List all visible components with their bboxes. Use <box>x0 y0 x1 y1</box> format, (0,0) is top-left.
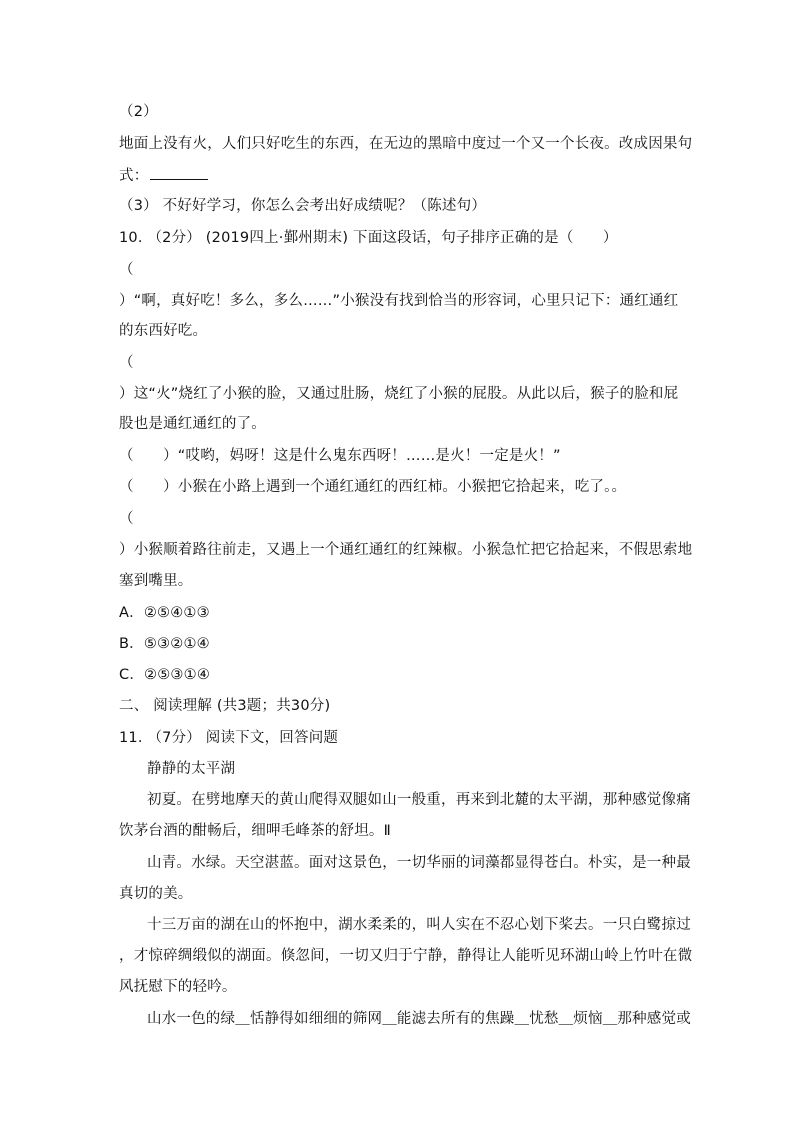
q9-sub2-sentence: 地面上没有火，人们只好吃生的东西，在无边的黑暗中度过一个又一个长夜。改成因果句 <box>119 136 693 152</box>
q10-option-c[interactable]: C．②⑤③①④ <box>119 667 211 683</box>
q10-bracket-open: （ <box>119 355 134 371</box>
q10-item-text: ）小猴顺着路往前走，又遇上一个通红通红的红辣椒。小猴急忙把它拾起来，不假思索地 <box>119 542 693 558</box>
q10-option-b[interactable]: B．⑤③②①④ <box>119 636 210 652</box>
passage-line: 十三万亩的湖在山的怀抱中，湖水柔柔的，叫人实在不忍心划下桨去。一只白鹭掠过 <box>147 917 691 933</box>
q10-option-a[interactable]: A．②⑤④①③ <box>119 605 210 621</box>
q10-heading: 10. （2分） (2019四上·鄞州期末) 下面这段话，句子排序正确的是（ ） <box>119 230 618 246</box>
answer-prompt: 式： <box>119 168 149 184</box>
section-heading: 二、 阅读理解 (共3题；共30分) <box>119 698 331 714</box>
q9-sub3: （3） 不好好学习，你怎么会考出好成绩呢？（陈述句） <box>119 198 487 214</box>
q9-sub2-label: （2） <box>119 104 158 120</box>
passage-line: 风抚慰下的轻吟。 <box>119 979 237 995</box>
q9-sub2-answer-line <box>119 165 679 186</box>
q11-heading: 11. （7分） 阅读下文，回答问题 <box>119 730 339 746</box>
q10-item-text: ）“啊，真好吃！多么，多么……”小猴没有找到恰当的形容词，心里只记下：通红通红 <box>119 293 679 309</box>
passage-line: 山青。水绿。天空湛蓝。面对这景色，一切华丽的词藻都显得苍白。朴实，是一种最 <box>147 855 691 871</box>
q10-item-text: 的东西好吃。 <box>119 323 208 339</box>
q10-item-text: （ ）“哎哟，妈呀！这是什么鬼东西呀！……是火！一定是火！” <box>119 448 561 464</box>
q10-bracket-open: （ <box>119 511 134 527</box>
passage-line: 山水一色的绿＿恬静得如细细的筛网＿能滤去所有的焦躁＿忧愁＿烦恼＿那种感觉或 <box>147 1011 691 1027</box>
q10-item-text: 股也是通红通红的了。 <box>119 416 266 432</box>
answer-blank[interactable] <box>150 165 208 180</box>
passage-title: 静静的太平湖 <box>147 761 236 777</box>
q10-item-text: 塞到嘴里。 <box>119 573 193 589</box>
passage-line: 初夏。在劈地摩天的黄山爬得双腿如山一般重，再来到北麓的太平湖，那种感觉像痛 <box>147 792 691 808</box>
passage-line: 真切的美。 <box>119 886 193 902</box>
q10-item-text: ）这“火”烧红了小猴的脸，又通过肚肠，烧红了小猴的屁股。从此以后，猴子的脸和屁 <box>119 386 679 402</box>
passage-line: ，才惊碎绸缎似的湖面。倏忽间，一切又归于宁静，静得让人能听见环湖山岭上竹叶在微 <box>119 948 693 964</box>
q10-bracket-open: （ <box>119 262 134 278</box>
q10-item-text: （ ）小猴在小路上遇到一个通红通红的西红柿。小猴把它拾起来，吃了。。 <box>119 479 627 495</box>
passage-line: 饮茅台酒的酣畅后，细呷毛峰茶的舒坦。Ⅱ <box>119 823 391 839</box>
